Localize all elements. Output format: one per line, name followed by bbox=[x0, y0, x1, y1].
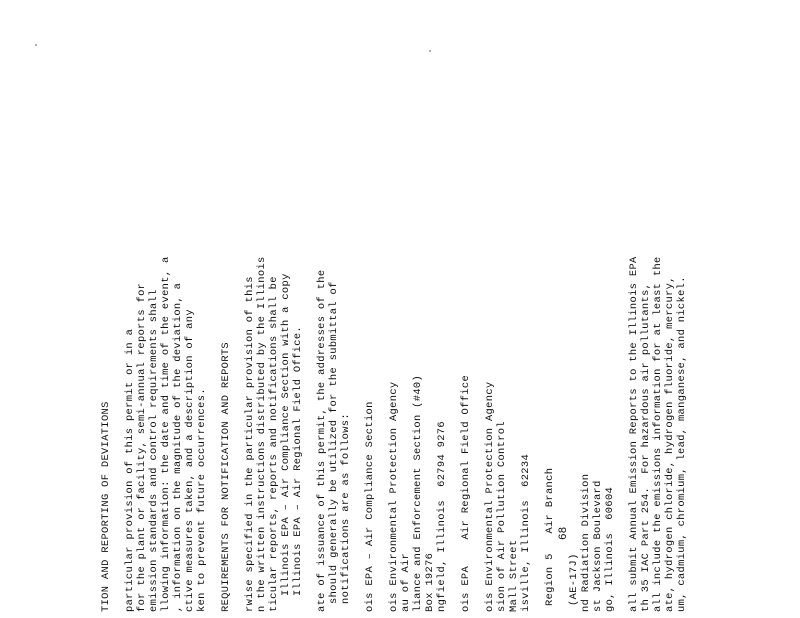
address-line: nd Radiation Division bbox=[580, 473, 592, 612]
text-line: should generally be utilized for the submittal of bbox=[328, 281, 340, 604]
address-line: isville, Illinois 62234 bbox=[520, 453, 532, 612]
text-line: ticular reports, reports and notifications shall be bbox=[268, 276, 280, 612]
address-line: liance and Enforcement Section (#40) bbox=[412, 374, 424, 612]
text-line: um, cadmium, chromium, lead, manganese, and nickel. bbox=[676, 276, 688, 612]
section-heading: TION AND REPORTING OF DEVIATIONS bbox=[100, 401, 112, 612]
text-line: ate of issuance of this permit, the addresses of the bbox=[316, 269, 328, 612]
text-line: ctive measures taken, and a description of any bbox=[184, 309, 196, 612]
address-line: ois Environmental Protection Agency bbox=[484, 381, 496, 612]
text-line: ate, hydrogen chloride, hydrogen fluoride, mercury, bbox=[664, 276, 676, 612]
text-line: ken to prevent future occurrences. bbox=[196, 388, 208, 612]
text-line: particular provision of this permit or in a bbox=[124, 328, 136, 612]
text-line: all include the emissions information for at least the bbox=[652, 256, 664, 612]
text-line: notifications are as follows: bbox=[340, 413, 352, 604]
address-line: ngfield, Illinois 62794 9276 bbox=[436, 421, 448, 612]
text-line: emission standards and control requirements shall bbox=[148, 289, 160, 612]
text-line: all submit Annual Emission Reports to the Illinois EPA bbox=[628, 256, 640, 612]
address-line: sion of Air Pollution Control bbox=[496, 421, 508, 612]
text-line: for the plant or facility, semi-annual reports for bbox=[136, 282, 148, 612]
text-line: llowing information: the date and time of the event, a bbox=[160, 256, 172, 612]
address-line: st Jackson Boulevard bbox=[592, 480, 604, 612]
scan-speck bbox=[429, 50, 431, 52]
address-heading: ois EPA Air Regional Field Office bbox=[460, 374, 472, 612]
text-line: rwise specified in the particular provision of this bbox=[244, 276, 256, 612]
address-heading: ois EPA – Air Compliance Section bbox=[364, 401, 376, 612]
address-line: au of Air bbox=[400, 552, 412, 612]
text-line: Illinois EPA – Air Regional Field Office. bbox=[292, 325, 304, 596]
section-heading: REQUIREMENTS FOR NOTIFICATION AND REPORTS bbox=[220, 341, 232, 612]
address-line: Mall Street bbox=[508, 539, 520, 612]
scan-speck bbox=[35, 44, 37, 46]
text-line: Illinois EPA – Air Compliance Section with a copy bbox=[280, 273, 292, 596]
rotated-document-page bbox=[100, 92, 700, 612]
text-line: n the written instructions distributed by the Illinois bbox=[256, 256, 268, 612]
page-number: 68 bbox=[558, 526, 570, 540]
text-line: , information on the magnitude of the deviation, a bbox=[172, 282, 184, 612]
address-line: ois Environmental Protection Agency bbox=[388, 381, 400, 612]
address-line: (AE-17J) bbox=[568, 553, 580, 606]
address-line: go, Illinois 60604 bbox=[604, 486, 616, 612]
text-line: th 35 IAC Part 254. For hazardous air pollutants, bbox=[640, 282, 652, 612]
address-heading: Region 5 Air Branch bbox=[544, 467, 556, 606]
address-line: Box 19276 bbox=[424, 552, 436, 612]
